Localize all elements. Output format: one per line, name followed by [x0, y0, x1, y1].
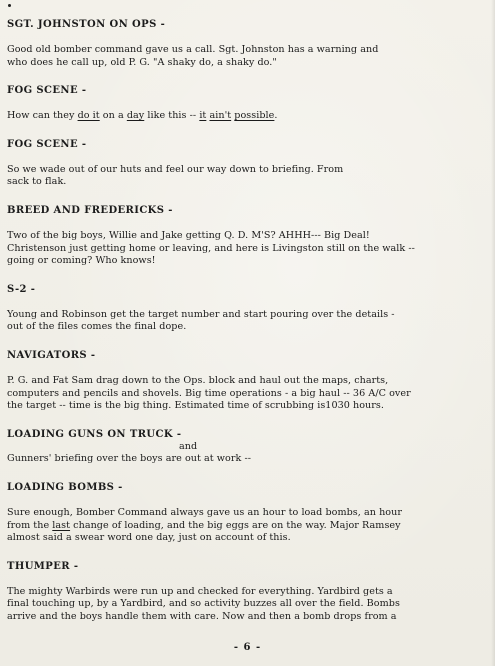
body-text: Gunners' briefing over the boys are out at work --	[7, 453, 252, 465]
section-heading: LOADING GUNS ON TRUCK -	[7, 428, 182, 440]
section-heading: NAVIGATORS -	[7, 349, 96, 361]
section-heading: FOG SCENE -	[7, 138, 87, 150]
section-body: The mighty Warbirds were run up and checked for everything. Yardbird gets a final touching up, by a Yardbird, and so activity buzzes all over the field. Bombs arrive and the boys handle them with care. Now and then a bomb drops from a	[7, 585, 400, 622]
body-text: How can they	[7, 110, 78, 122]
section-heading: SGT. JOHNSTON ON OPS -	[7, 19, 166, 30]
section-body: Young and Robinson get the target number and start pouring over the details - out of the files comes the final dope.	[7, 308, 395, 333]
underlined-text: do it	[77, 110, 100, 122]
scan-speck	[8, 4, 11, 7]
section-heading: THUMPER -	[7, 560, 79, 572]
section-heading: BREED AND FREDERICKS -	[7, 204, 173, 216]
body-text: like this --	[144, 110, 200, 122]
underlined-text: last	[52, 519, 71, 531]
section-heading: LOADING BOMBS -	[7, 481, 123, 493]
script-content	[7, 18, 487, 623]
section-body: Good old bomber command gave us a call. Sgt. Johnston has a warning and who does he call up, old P. G. "A shaky do, a shaky do."	[7, 44, 379, 68]
underlined-text: ain't	[209, 110, 232, 122]
section-body: So we wade out of our huts and feel our way down to briefing. From sack to flak.	[7, 163, 344, 188]
section-body: Two of the big boys, Willie and Jake getting Q. D. M'S? AHHH--- Big Deal! Christenson just getting home or leaving, and here is Livingston still on the walk -- going or coming? Who knows!	[7, 229, 415, 267]
scan-edge	[491, 0, 495, 666]
underlined-text: it	[199, 110, 207, 122]
body-text: change of loading, and the big eggs are on the way. Major Ramsey almost said a swear word one day, just on account of this.	[7, 519, 401, 544]
body-text: Sure enough, Bomber Command always gave us an hour to load bombs, an hour from the	[7, 506, 402, 531]
section-heading: FOG SCENE -	[7, 85, 87, 97]
section-heading: S-2 -	[7, 283, 36, 295]
section-body	[7, 110, 487, 123]
underlined-text: possible	[234, 110, 275, 122]
underlined-text: day	[126, 110, 145, 122]
section-body	[7, 441, 487, 466]
page-number: - 6 -	[233, 642, 262, 653]
body-text: and	[179, 440, 198, 452]
body-text: on a	[99, 110, 127, 122]
section-body	[7, 507, 487, 545]
section-body: P. G. and Fat Sam drag down to the Ops. block and haul out the maps, charts, computers and pencils and shovels. Big time operations - a big haul -- 36 A/C over the target -- time is the big thing. Estimated time of scrubbing is1030 hours.	[7, 374, 411, 412]
body-text: .	[274, 110, 278, 122]
